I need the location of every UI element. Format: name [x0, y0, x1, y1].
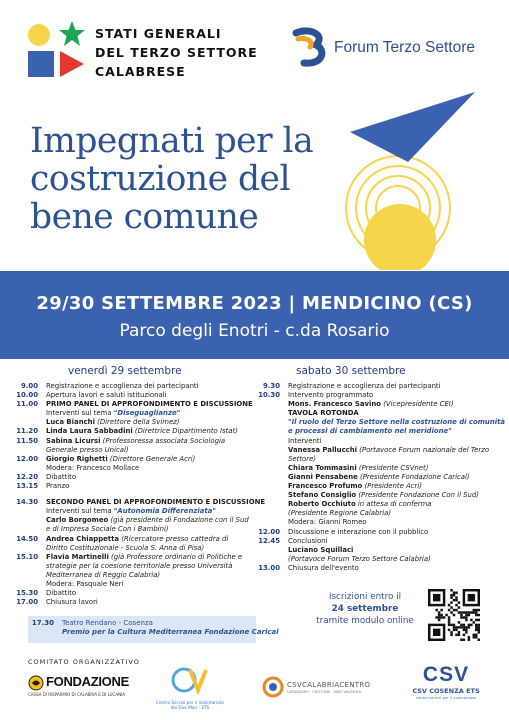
spacer [12, 491, 262, 498]
org-line-1: STATI GENERALI [95, 26, 222, 41]
program-name: Gianni Pensabene [288, 472, 358, 481]
forum-name: Forum Terzo Settore [334, 39, 475, 56]
program-time: 15.30 [16, 589, 38, 598]
program-role: Diritto Costituzionale - Scuola S. Anna di Pisa) [46, 543, 205, 552]
program-text: Registrazione e accoglienza dei partecipanti [288, 382, 441, 390]
program-time: 13.00 [258, 563, 280, 572]
program-name: Roberto Occhiuto [288, 500, 356, 509]
program-text [288, 391, 504, 400]
program-time: 9.30 [262, 382, 280, 390]
program-theme: e processi di cambiamento nel meridione" [288, 427, 452, 436]
theatre-event [28, 616, 279, 643]
program-name: Andrea Chiappetta [46, 534, 120, 543]
program-row [12, 418, 262, 427]
program-text [46, 580, 262, 589]
program-role: (Professoressa associata Sociologia [100, 436, 226, 445]
program-row [12, 473, 262, 482]
qr-code[interactable] [428, 589, 480, 641]
program-row [254, 382, 504, 391]
program-text: Registrazione e accoglienza dei partecipanti [46, 382, 199, 390]
program-row [12, 571, 262, 580]
program-time [254, 482, 288, 491]
program-row [12, 409, 262, 418]
program-text: Intervento programmato [288, 391, 374, 400]
program-role: (già presidente di Fondazione con il Sud [108, 516, 249, 525]
program-text [288, 491, 504, 500]
program-row [12, 589, 262, 598]
program-time: 14.30 [16, 498, 38, 507]
program-name: Vanessa Pallucchi [288, 445, 358, 454]
program-text [46, 437, 262, 446]
program-row [254, 537, 504, 546]
program-text: Interventi sul tema [46, 409, 114, 418]
program-time [12, 571, 46, 580]
program-row [12, 437, 262, 446]
program-role: (Presidente Acri) [362, 482, 422, 491]
program-row [254, 500, 504, 509]
program-role: (Presidente CSVnet) [356, 463, 429, 472]
program-text [46, 507, 262, 516]
program-theme: "Diseguaglianze" [113, 409, 181, 418]
program-role: (Portavoce Forum Terzo Settore Calabria) [288, 554, 431, 563]
program-role: e di Impresa Sociale Con i Bambini) [46, 525, 169, 534]
program-time [254, 464, 288, 473]
program-text [46, 535, 262, 544]
program-name: Flavia Martinelli [46, 552, 109, 561]
csv-calabria-centro-sub: CATANZARO · CROTONE · VIBO VALENTIA [287, 690, 361, 694]
program-time [254, 446, 288, 455]
program-row [254, 464, 504, 473]
program-text [288, 382, 504, 391]
program-time [12, 464, 46, 473]
program-time [12, 446, 46, 455]
program-name: Giorgio Righetti [46, 454, 108, 463]
registration-line-3: tramite modulo online [316, 616, 414, 626]
program-text: PRIMO PANEL DI APPROFONDIMENTO E DISCUSSIONE [46, 400, 253, 409]
logo-green-star [58, 20, 86, 48]
program-time: 17.00 [16, 598, 38, 607]
headline-line-3: bene comune [30, 197, 259, 237]
program-row [12, 525, 262, 534]
program-name: Francesco Profumo [288, 482, 363, 491]
program-text [288, 464, 504, 473]
program-text: Apertura lavori e saluti istituzionali [46, 391, 167, 400]
program-time [254, 546, 288, 555]
program-time: 10.00 [16, 391, 38, 400]
program-role: (Direttore della Svimez) [94, 418, 180, 427]
program-text [46, 516, 262, 525]
program-name: Linda Laura Sabbadini [46, 427, 133, 436]
committee-label: COMITATO ORGANIZZATIVO [28, 658, 140, 666]
program-text: Interventi sul tema [46, 507, 114, 516]
program-text: Dibattito [46, 589, 77, 598]
day1-title: venerdì 29 settembre [68, 365, 182, 377]
program-text [288, 400, 504, 409]
program-text [46, 455, 262, 464]
program-theme: "Autonomia Differenziata" [113, 507, 216, 516]
program-text [46, 562, 262, 571]
program-text: Chiusura lavori [46, 598, 98, 607]
program-role: (Presidente Fondazione Con il Sud) [356, 491, 479, 500]
program-row [12, 400, 262, 409]
program-text [288, 500, 504, 509]
event-banner [0, 271, 509, 359]
program-text [46, 382, 262, 391]
program-time [12, 580, 46, 589]
program-row [254, 546, 504, 555]
program-time [254, 491, 288, 500]
program-row [254, 555, 504, 564]
program-row [254, 564, 504, 573]
program-time [254, 509, 288, 518]
program-time [254, 437, 288, 446]
program-time [12, 516, 46, 525]
program-time [254, 473, 288, 482]
csv-calabria-centro-name: CSVCALABRIACENTRO [287, 681, 371, 689]
program-role: (Presidente Regione Calabria) [288, 509, 392, 518]
program-row [254, 409, 504, 418]
program-text [46, 427, 262, 436]
csv-cosenza-mark: CSV [422, 663, 470, 686]
program-time: 14.50 [16, 534, 38, 543]
theatre-award: Premio per la Cultura Mediterranea Fondazione Carical [62, 628, 279, 636]
program-time: 13.15 [16, 482, 38, 491]
program-text [46, 553, 262, 562]
program-time [12, 562, 46, 571]
program-row [12, 391, 262, 400]
program-text [46, 446, 262, 455]
program-text [46, 525, 262, 534]
program-time: 9.00 [20, 382, 38, 390]
program-name: Luciano Squillaci [288, 545, 354, 554]
program-text [288, 437, 504, 446]
fondazione-emblem-icon [28, 675, 44, 691]
program-text: Modera: Gianni Romeo [288, 518, 367, 527]
registration-info [304, 591, 426, 627]
program-row [254, 473, 504, 482]
logo-yellow-circle [28, 24, 50, 46]
event-date: 29/30 SETTEMBRE 2023 | MENDICINO (CS) [36, 293, 473, 314]
program-text [46, 409, 262, 418]
sponsor-fondazione [28, 673, 128, 703]
program-name: Mons. Francesco Savino [288, 400, 382, 409]
program-text [46, 473, 262, 482]
program-row [254, 446, 504, 455]
program-time: 10.30 [258, 391, 280, 400]
program-row [12, 507, 262, 516]
program-row [12, 553, 262, 562]
sponsor-csv-calabria-centro [262, 676, 382, 706]
program-time [254, 518, 288, 527]
day2-program [254, 382, 504, 573]
logo-blue-square [28, 51, 54, 77]
program-time: 11.50 [16, 436, 38, 445]
program-row [12, 562, 262, 571]
program-text [288, 518, 504, 527]
program-row [12, 446, 262, 455]
program-time [254, 409, 288, 418]
program-text: Pranzo [46, 482, 70, 491]
program-text: Moderа: Pasquale Neri [46, 579, 124, 588]
program-bold: TAVOLA ROTONDA [288, 409, 359, 418]
program-text [288, 418, 505, 427]
headline [30, 122, 313, 236]
day2-title: sabato 30 settembre [296, 365, 406, 377]
program-row [12, 580, 262, 589]
program-role: Generale presso Unical) [46, 445, 129, 454]
program-row [12, 598, 262, 607]
program-row [12, 535, 262, 544]
org-title [95, 24, 258, 81]
program-row [12, 382, 262, 391]
org-line-2: DEL TERZO SETTORE [95, 45, 258, 60]
program-row [254, 509, 504, 518]
program-text [46, 482, 262, 491]
program-time [254, 455, 288, 464]
program-text [46, 418, 262, 427]
program-role: (Vicepresidente CEI) [381, 400, 454, 409]
program-text [288, 564, 504, 573]
fondazione-name: FONDAZIONE [46, 674, 129, 689]
program-text [288, 537, 504, 546]
program-text: Discussione e interazione con il pubblico [288, 527, 429, 536]
csv-due-mari-line-2: dei Due Mari - ETS [170, 705, 210, 710]
program-text: SECONDO PANEL DI APPROFONDIMENTO E DISCUSSIONE [46, 498, 266, 507]
program-row [254, 528, 504, 537]
program-time: 12.00 [258, 527, 280, 536]
program-role: Settore) [288, 454, 316, 463]
program-role: (Direttore Generale Acri) [107, 454, 196, 463]
registration-line-1: Iscrizioni entro il [328, 592, 402, 602]
program-time [12, 525, 46, 534]
program-text [46, 571, 262, 580]
csv-cosenza-sub: centro servizi per il volontariato [415, 695, 477, 700]
program-row [254, 400, 504, 409]
program-time [254, 500, 288, 509]
program-time [12, 409, 46, 418]
program-text: Conclusioni [288, 536, 328, 545]
program-text [46, 498, 265, 507]
program-time [12, 507, 46, 516]
decorative-graphic [330, 90, 480, 270]
program-time: 12.20 [16, 472, 38, 481]
program-name: Stefano Consiglio [288, 491, 357, 500]
program-time: 11.20 [16, 427, 38, 436]
program-row [12, 482, 262, 491]
program-time [254, 427, 288, 436]
program-time [254, 400, 288, 409]
program-text [288, 528, 504, 537]
program-role: strategie per la coesione territoriale presso Università [46, 561, 233, 570]
program-role: (Direttrice Dipartimento Istat) [132, 427, 238, 436]
program-role: (già Professore ordinario di Politiche e [108, 552, 243, 561]
logo-red-triangle [60, 51, 84, 77]
program-text: Dibattito [46, 472, 77, 481]
day1-program [12, 382, 266, 607]
theatre-time: 17.30 [31, 619, 54, 627]
program-row [12, 498, 266, 507]
program-text [46, 544, 262, 553]
program-text [288, 409, 504, 418]
sponsor-csv-cosenza [406, 663, 486, 709]
program-text [46, 464, 262, 473]
program-name: Chiara Tommasini [288, 463, 357, 472]
program-row [12, 455, 262, 464]
program-text: Chiusura dell'evento [288, 563, 359, 572]
program-role: (Presidente Fondazione Carical) [357, 472, 470, 481]
program-text [46, 589, 262, 598]
program-text [288, 446, 504, 455]
fondazione-subtitle: CASSA DI RISPARMIO DI CALABRIA E DI LUCANIA [28, 692, 125, 697]
program-role: (Ricercatore presso cattedra di [119, 534, 229, 543]
program-time: 12.00 [16, 454, 38, 463]
program-role: in attesa di conferma [355, 500, 432, 509]
csv-due-mari-logo-icon [170, 664, 210, 696]
program-text [288, 455, 504, 464]
program-text [288, 546, 504, 555]
program-row [254, 391, 504, 400]
program-row [254, 437, 504, 446]
program-row [12, 544, 262, 553]
program-text [288, 482, 504, 491]
program-row [254, 455, 504, 464]
program-row [254, 491, 504, 500]
headline-line-1: Impegnati per la [30, 121, 314, 161]
program-row [254, 518, 504, 527]
program-row [254, 427, 504, 436]
theatre-location: Teatro Rendano - Cosenza [62, 619, 153, 627]
event-place: Parco degli Enotri - c.da Rosario [119, 321, 390, 341]
program-time [12, 418, 46, 427]
program-text [288, 555, 504, 564]
program-time [12, 544, 46, 553]
program-row [12, 427, 262, 436]
forum-logo-icon [290, 27, 334, 67]
program-row [254, 482, 504, 491]
program-text [46, 400, 262, 409]
program-name: Luca Bianchi [46, 418, 95, 427]
program-text [46, 598, 262, 607]
org-line-3: CALABRESE [95, 64, 186, 79]
program-text: Modera: Francesco Mollace [46, 463, 140, 472]
program-time [254, 555, 288, 564]
program-row [12, 464, 262, 473]
program-time [254, 418, 288, 427]
program-theme: "Il ruolo del Terzo Settore nella costruzione di comunità [288, 418, 506, 427]
program-text [288, 473, 504, 482]
program-name: Sabina Licursi [46, 436, 101, 445]
program-time: 11.00 [16, 400, 38, 409]
program-time: 15.10 [16, 552, 38, 561]
program-text [288, 427, 504, 436]
program-role: (Portavoce Forum nazionale del Terzo [357, 445, 490, 454]
csv-calabria-centro-logo-icon [262, 676, 284, 698]
sponsor-csv-due-mari [150, 664, 230, 710]
headline-line-2: costruzione del [30, 159, 290, 199]
program-row [254, 418, 504, 427]
program-row [12, 516, 262, 525]
program-name: Carlo Borgomeo [46, 516, 109, 525]
program-role: Mediterranea di Reggio Calabria) [46, 570, 161, 579]
csv-due-mari-line-1: Centro Servizi per il Volontariato [156, 700, 224, 705]
program-text [288, 509, 504, 518]
program-text [46, 391, 262, 400]
registration-deadline: 24 settembre [331, 604, 399, 614]
csv-cosenza-name: CSV COSENZA ETS [412, 687, 480, 695]
program-time: 12.45 [258, 536, 280, 545]
program-text: Interventi [288, 436, 322, 445]
